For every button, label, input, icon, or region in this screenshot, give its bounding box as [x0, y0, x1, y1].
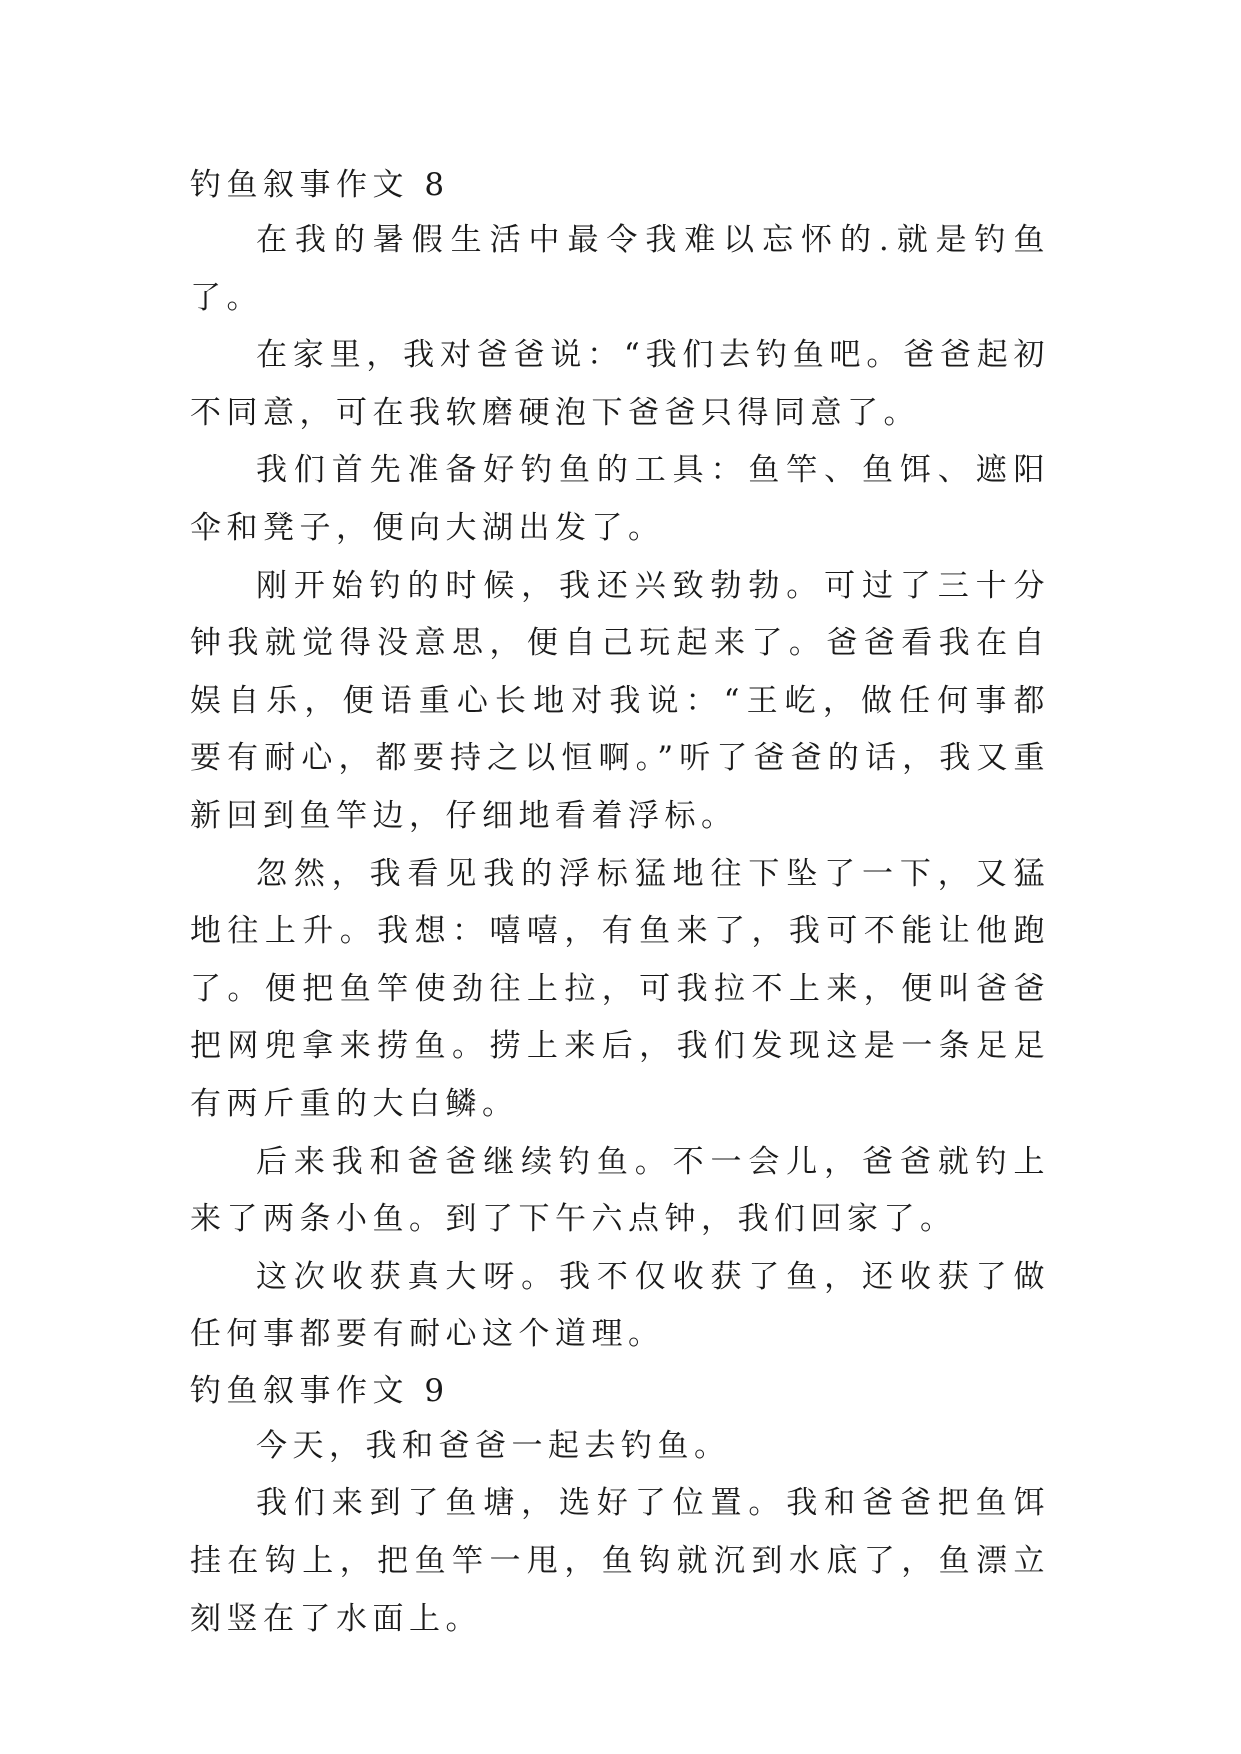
paragraph: 今天，我和爸爸一起去钓鱼。	[256, 1427, 731, 1464]
paragraph: 在我的暑假生活中最令我难以忘怀的.就是钓鱼了。	[190, 222, 1050, 316]
paragraph: 这次收获真大呀。我不仅收获了鱼，还收获了做任何事都要有耐心这个道理。	[190, 1258, 1050, 1353]
paragraph: 我们来到了鱼塘，选好了位置。我和爸爸把鱼饵挂在钩上，把鱼竿一甩，鱼钩就沉到水底了，鱼漂立刻竖在了水面上。	[190, 1485, 1050, 1637]
document-body	[190, 158, 1050, 1648]
paragraph: 在家里，我对爸爸说：“我们去钓鱼吧。爸爸起初不同意，可在我软磨硬泡下爸爸只得同意了。	[190, 337, 1050, 431]
essay-title: 钓鱼叙事作文 9	[190, 1372, 450, 1409]
paragraph: 忽然，我看见我的浮标猛地往下坠了一下，又猛地往上升。我想：嘻嘻，有鱼来了，我可不能让他跑了。便把鱼竿使劲往上拉，可我拉不上来，便叫爸爸把网兜拿来捞鱼。捞上来后，我们发现这是一条足足有两斤重的大白鳞。	[190, 855, 1050, 1122]
essay-section-8	[190, 158, 1050, 1364]
essay-title: 钓鱼叙事作文 8	[190, 167, 450, 203]
essay-section-9	[190, 1364, 1050, 1648]
paragraph: 我们首先准备好钓鱼的工具：鱼竿、鱼饵、遮阳伞和凳子，便向大湖出发了。	[190, 452, 1050, 546]
paragraph: 后来我和爸爸继续钓鱼。不一会儿，爸爸就钓上来了两条小鱼。到了下午六点钟，我们回家了。	[190, 1143, 1050, 1238]
paragraph: 刚开始钓的时候，我还兴致勃勃。可过了三十分钟我就觉得没意思，便自己玩起来了。爸爸看我在自娱自乐，便语重心长地对我说：“王屹，做任何事都要有耐心，都要持之以恒啊。”听了爸爸的话，我又重新回到鱼竿边，仔细地看着浮标。	[190, 567, 1050, 834]
